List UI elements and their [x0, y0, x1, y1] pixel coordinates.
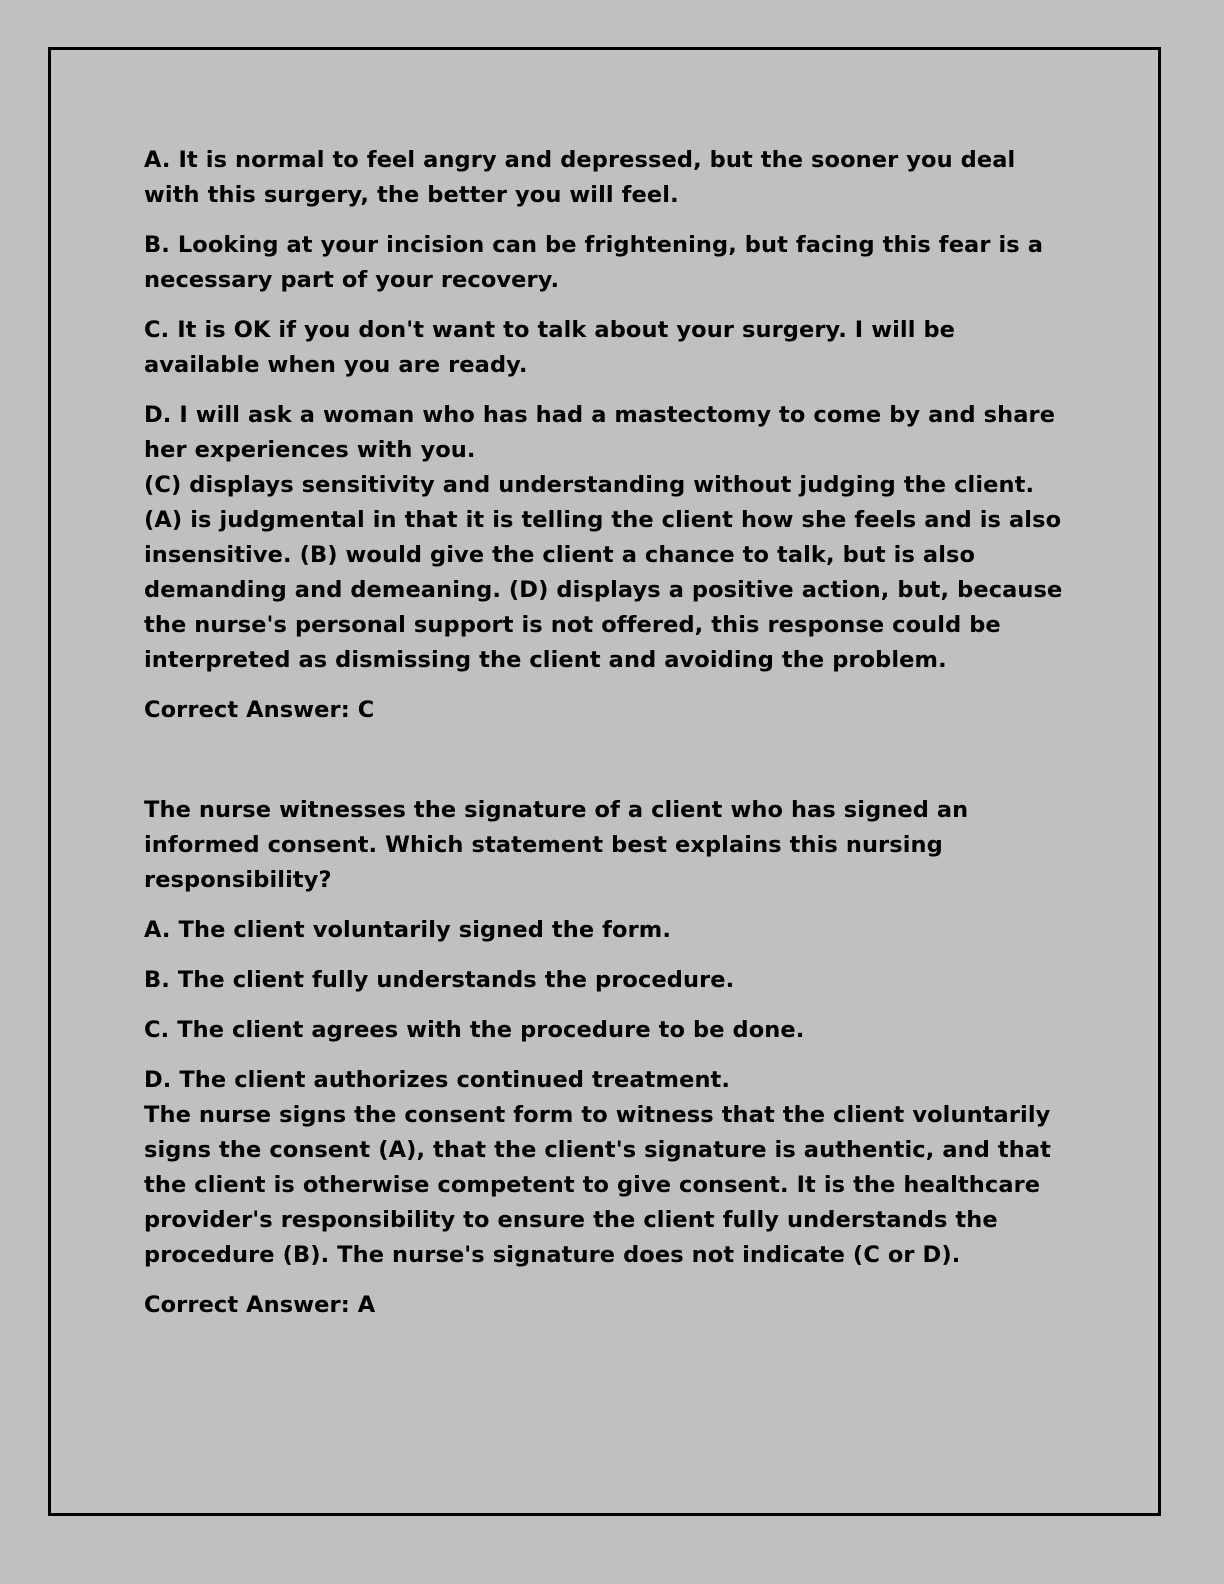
option-a: A. It is normal to feel angry and depressed, but the sooner you deal with this surgery, the better you will feel. — [144, 147, 1016, 208]
option-d: D. The client authorizes continued treatment. — [144, 1067, 731, 1093]
correct-answer: Correct Answer: C — [144, 697, 375, 723]
option-c: C. The client agrees with the procedure to be done. — [144, 1017, 805, 1043]
rationale: The nurse signs the consent form to witness that the client voluntarily signs the consent (A), that the client's signature is authentic, and that the client is otherwise competent to give consent. It is the healthcare provider's responsibility to ensure the client fully understands the procedure (B). The nurse's signature does not indicate (C or D). — [144, 1102, 1051, 1268]
question-stem: The nurse witnesses the signature of a client who has signed an informed consent. Which statement best explains this nursing responsibility? — [144, 797, 969, 893]
rationale: (C) displays sensitivity and understanding without judging the client. (A) is judgmental in that it is telling the client how she feels and is also insensitive. (B) would give the client a chance to talk, but is also demanding and demeaning. (D) displays a positive action, but, because the nurse's personal support is not offered, this response could be interpreted as dismissing the client and avoiding the problem. — [144, 472, 1063, 673]
option-b: B. The client fully understands the procedure. — [144, 967, 735, 993]
question-block-1 — [144, 143, 1074, 728]
option-a: A. The client voluntarily signed the form. — [144, 917, 671, 943]
option-b: B. Looking at your incision can be frightening, but facing this fear is a necessary part of your recovery. — [144, 232, 1043, 293]
correct-answer: Correct Answer: A — [144, 1292, 376, 1318]
question-block-2 — [144, 793, 1074, 1323]
section-spacer — [144, 743, 1074, 793]
option-c: C. It is OK if you don't want to talk about your surgery. I will be available when you are ready. — [144, 317, 956, 378]
option-d: D. I will ask a woman who has had a mastectomy to come by and share her experiences with you. — [144, 402, 1056, 463]
document-content — [144, 143, 1074, 1338]
